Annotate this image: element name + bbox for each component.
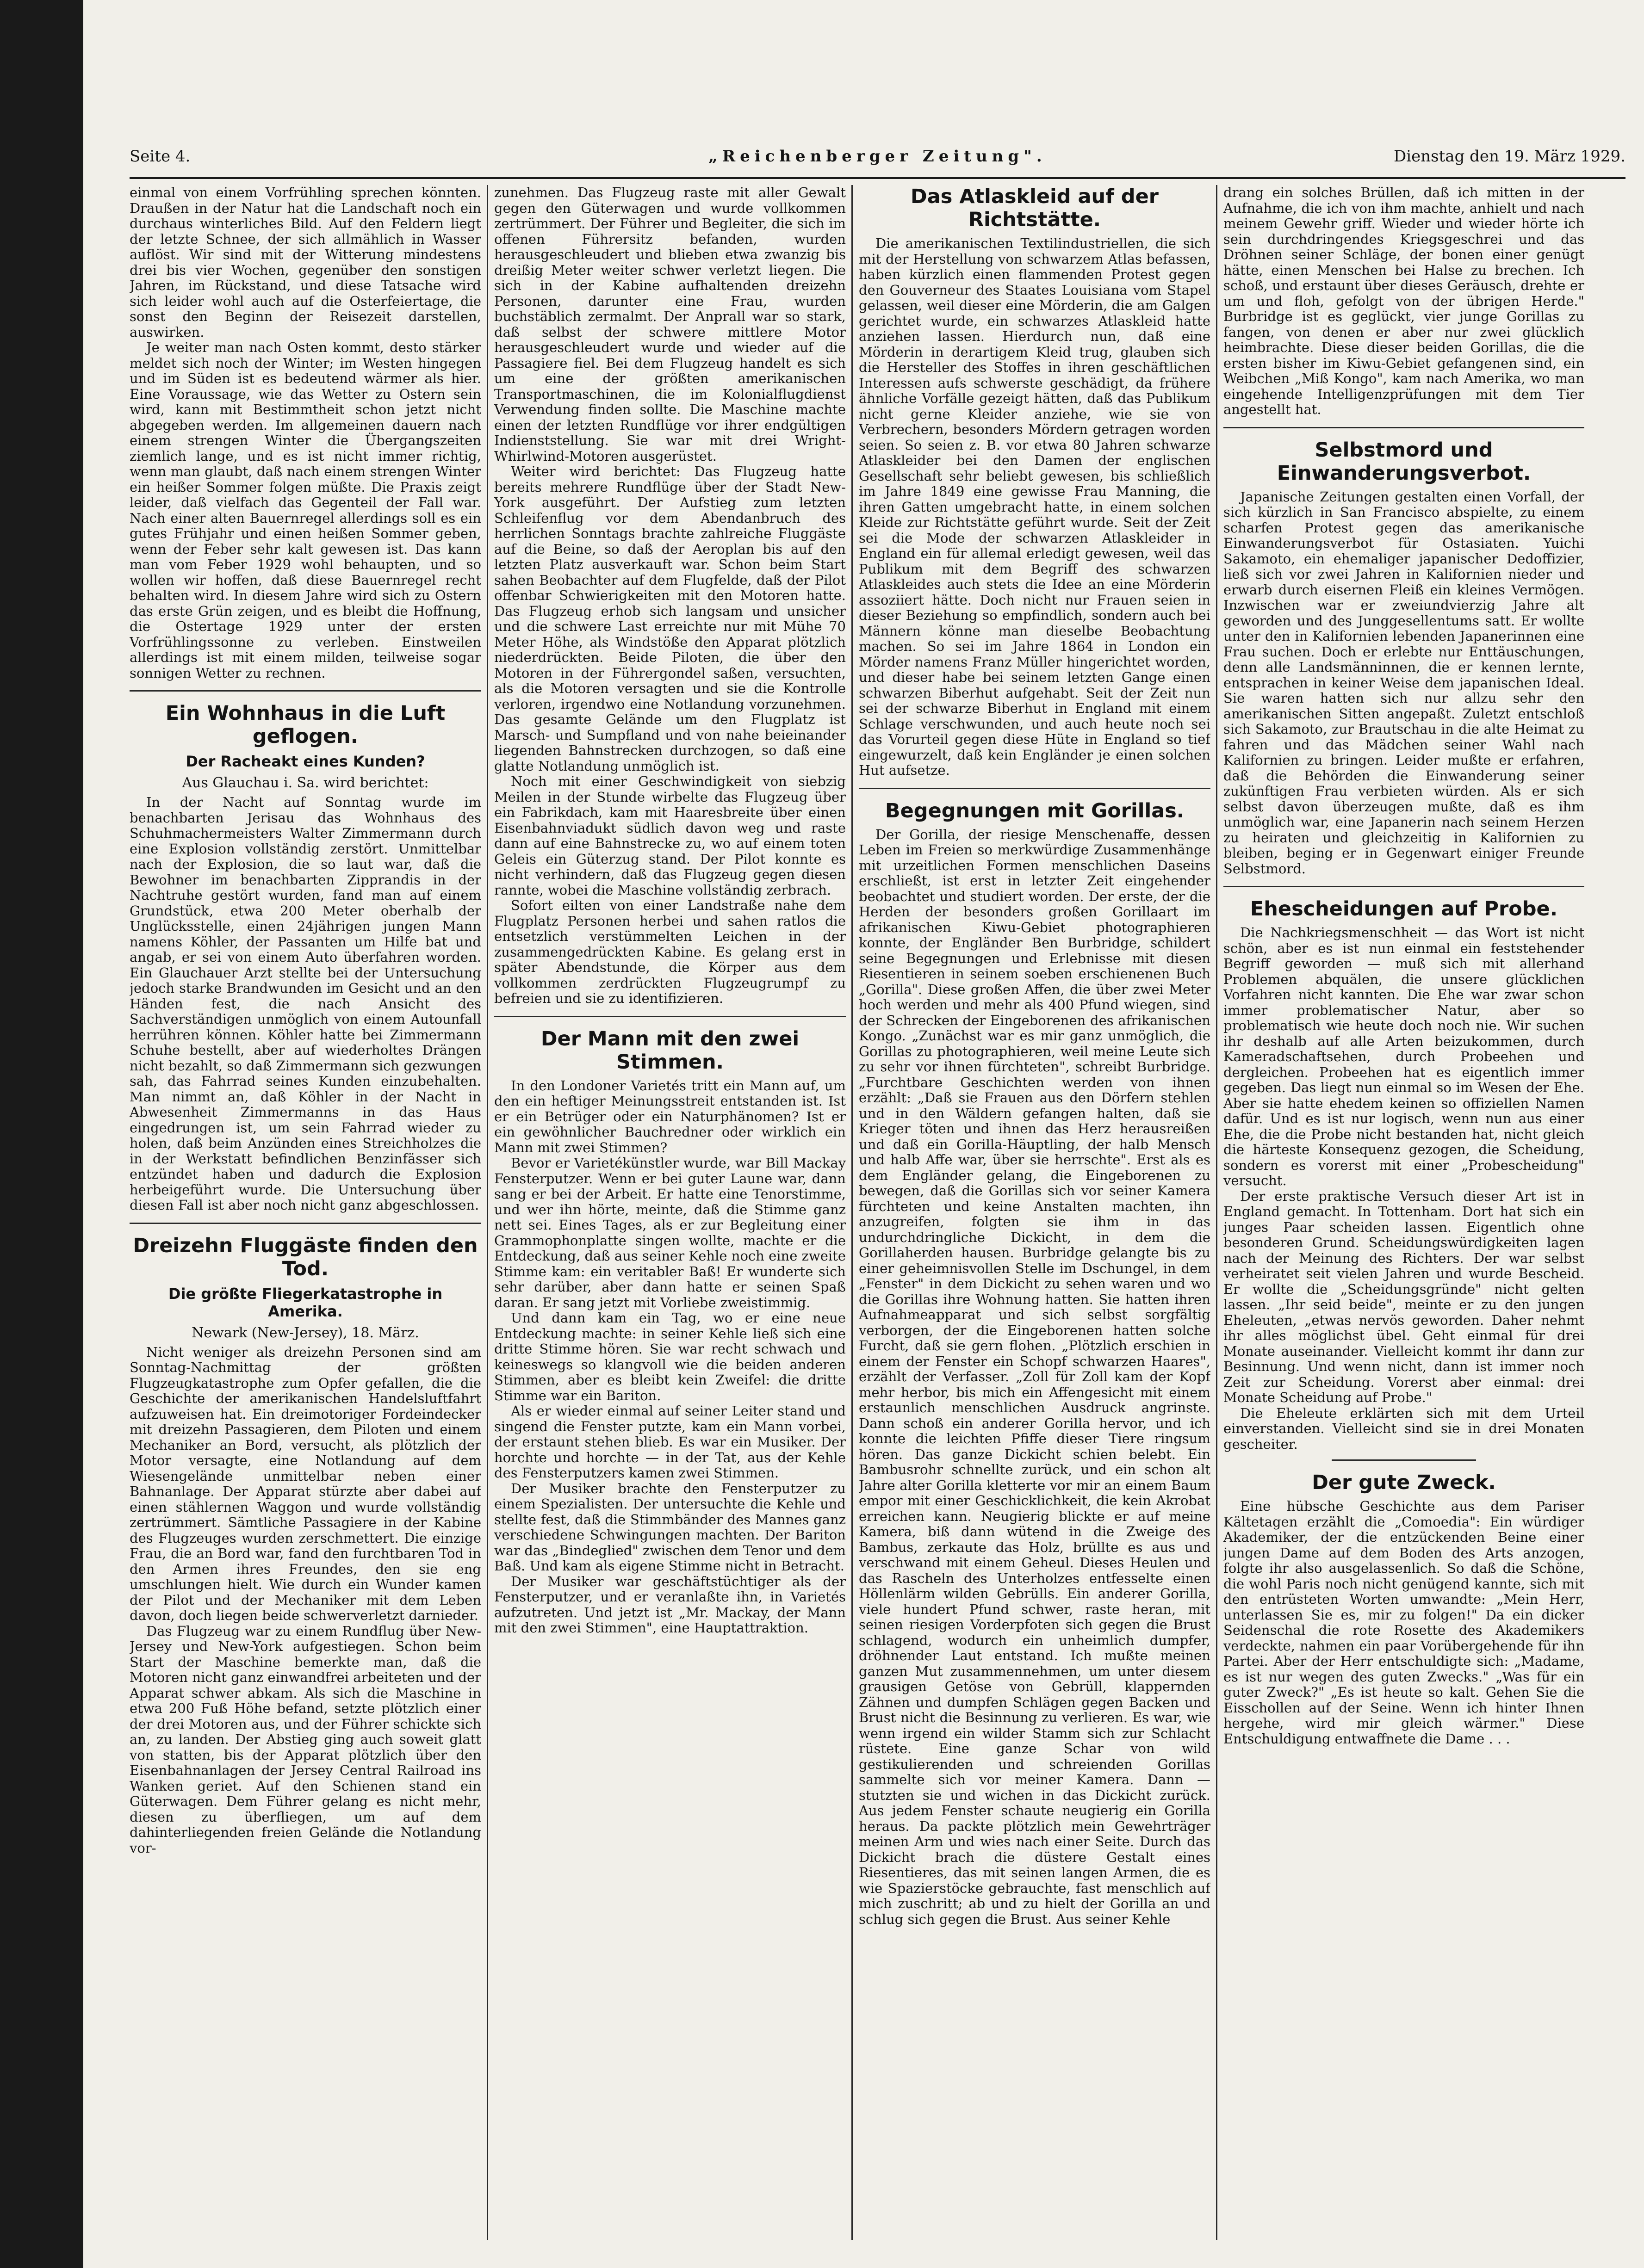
newspaper-title: „Reichenberger Zeitung". — [708, 147, 1047, 166]
article-headline: Ein Wohnhaus in die Luft geflogen. — [165, 702, 446, 748]
article-text: Der Gorilla, der riesige Menschenaffe, dessen Leben im Freien so merkwürdige Zusammenhänge mit urzeitlichen Formen menschlichen Daseins erschließt, ist erst in letzter Zeit eingehender beobachtet und studiert worden. Der erste, der die Herden der besonders großen Gorillaart im afrikanischen Kiwu-Gebiet photographieren konnte, der Engländer Ben Burbridge, schildert seine Begegnungen und Erlebnisse mit diesen Riesentieren in seinem soeben erschienenen Buch „Gorilla". Diese großen Affen, die über zwei Meter hoch werden und mehr als 400 Pfund wiegen, sind der Schrecken der Eingeborenen des afrikanischen Kongo. „Zunächst war es mir ganz unmöglich, die Gorillas zu photographieren, weil meine Leute sich zu sehr vor ihnen fürchteten", schreibt Burbridge. „Furchtbare Geschichten werden von ihnen erzählt: „Daß sie Frauen aus den Dörfern stehlen und in den Wäldern gefangen halten, daß sie Krieger töten und ihnen das Herz herausreißen und daß ein Gorilla-Häuptling, der halb Mensch und halb Affe war, über sie herrschte". Erst als es dem Engländer gelang, die Eingeborenen zu bewegen, daß die Gorillas sich vor seiner Kamera fürchteten und keine Anstalten machten, ihn anzugreifen, folgten sie ihm in das undurchdringliche Dickicht, in dem die Gorillaherden hausen. Burbridge gelangte bis zu einer geheimnisvollen Stelle im Dschungel, in dem „Fenster" in dem Dickicht zu sehen waren und wo die Gorillas ihre Wohnung hatten. Sie hatten ihren Aufnahmeapparat und sich selbst sorgfältig verborgen, der die Eingeborenen hatten solche Furcht, daß sie gern flohen. „Plötzlich erschien in einem der Fenster ein Schopf schwarzen Haares", erzählt der Verfasser. „Zoll für Zoll kam der Kopf mehr herbor, bis mich ein Affengesicht mit einem erstaunlich menschlichen Ausdruck angrinste. Dann schoß ein anderer Gorilla hervor, und ich konnte die leichten Pfiffe dieser Tiere ringsum hören. Das ganze Dickicht schien belebt. Ein Bambusrohr schnellte zurück, und ein schon alt Jahre alter Gorilla kletterte vor mir an einem Baum empor mit einer Geschicklichkeit, die kein Akrobat erreichen kann. Neugierig blickte er auf meine Kamera, biß dann wütend in die Zweige des Bambus, zerkaute das Holz, brüllte es aus und verschwand mit einem Geheul. Dieses Heulen und das Rascheln des Unterholzes entfesselte einen Höllenlärm wilden Gebrülls. Ein anderer Gorilla, viele hundert Pfund schwer, raste heran, mit seinen riesigen Vorderpfoten sich gegen die Brust schlagend, wodurch ein unheimlich dumpfer, dröhnender Laut entstand. Ich mußte meinen ganzen Mut zusammennehmen, um unter diesem grausigen Getöse von Gebrüll, klappernden Zähnen und dumpfen Schlägen gegen Backen und Brust nicht die Besinnung zu verlieren. Es war, wie wenn irgend ein wilder Stamm sich zur Schlacht rüstete. Eine ganze Schar von wild gestikulierenden und schreienden Gorillas sammelte sich vor meiner Kamera. Dann — stutzten sie und wichen in das Dickicht zurück. Aus jedem Fenster schaute neugierig ein Gorilla heraus. Da packte plötzlich mein Gewehrträger meinen Arm und wies nach einer Seite. Durch das Dickicht brach die düstere Gestalt eines Riesentieres, das mit seinen langen Armen, die es wie Spazierstöcke gebrauchte, fast menschlich auf mich zuschritt; ab und zu hielt der Gorilla an und schlug sich gegen die Brust. Aus seiner Kehle — [859, 826, 1210, 1927]
article-headline: Dreizehn Fluggäste finden den Tod. — [133, 1234, 478, 1280]
article-text: Die amerikanischen Textilindustriellen, die sich mit der Herstellung von schwarzem Atlas befassen, haben kürzlich einen flammenden Protest gegen den Gouverneur des Staates Louisiana vom Stapel gelassen, weil dieser eine Mörderin, die am Galgen gerichtet wurde, ein schwarzes Atlaskleid hatte anziehen lassen. Hierdurch nun, daß eine Mörderin in derartigem Kleid trug, glauben sich die Hersteller des Stoffes in ihren geschäftlichen Interessen aufs schwerste geschädigt, da frühere ähnliche Vorfälle gezeigt hätten, daß das Publikum nicht gerne Kleider anziehe, wie sie von Verbrechern, besonders Mördern getragen worden seien. So seien z. B. vor etwa 80 Jahren schwarze Atlaskleider bei den Damen der englischen Gesellschaft sehr beliebt gewesen, bis schließlich im Jahre 1849 eine gewisse Frau Manning, die ihren Gatten umgebracht hatte, in einem solchen Kleide zur Richtstätte geführt wurde. Seit der Zeit sei die Mode der schwarzen Atlaskleider in England ein für allemal erledigt gewesen, weil das Publikum mit dem Begriff des schwarzen Atlaskleides auch stets die Idee an eine Mörderin assoziiert hätte. Doch nicht nur Frauen seien in dieser Beziehung so empfindlich, sondern auch bei Männern könne man dieselbe Beobachtung machen. So sei im Jahre 1864 in London ein Mörder namens Franz Müller hingerichtet worden, und dieser habe bei seinem letzten Gange einen schwarzen Biberhut aufgehabt. Seit der Zeit nun sei der schwarze Biberhut in England mit einem Schlage verschwunden, und auch heute noch sei das Vorurteil gegen diese Hüte in England so tief eingewurzelt, daß kein Engländer je einen solchen Hut aufsetze. — [859, 235, 1210, 778]
article-text: Eine hübsche Geschichte aus dem Pariser Kältetagen erzählt die „Comoedia": Ein würdiger Akademiker, der die entzückenden Beine einer jungen Dame auf dem Boden des Arts anzogen, folgte ihr also ausgelassenlich. So daß die Schöne, die wohl Paris noch nicht genügend kannte, sich mit den entrüsteten Worten umwandte: „Mein Herr, unterlassen Sie es, mir zu folgen!" Da ein dicker Seidenschal die rote Rosette des Akademikers verdeckte, nahmen ein paar Vorübergehende für ihn Partei. Aber der Herr entschuldigte sich: „Madame, es ist nur wegen des guten Zwecks." „Was für ein guter Zweck?" „Es ist heute so kalt. Gehen Sie die Eisschollen auf der Seine. Wenn ich hinter Ihnen hergehe, wird mir gleich wärmer." Diese Entschuldigung entwaffnete die Dame . . . — [1223, 1498, 1584, 1747]
article-text: einmal von einem Vorfrühling sprechen könnten. Draußen in der Natur hat die Landschaft noch ein durchaus winterliches Bild. Auf den Feldern liegt der letzte Schnee, der sich allmählich in Wasser auflöst. Wir sind mit der Witterung mindestens drei bis vier Wochen, gegenüber den sonstigen Jahren, im Rückstand, und diese Tatsache wird sich leider wohl auch auf die Osterfeiertage, die sonst den Beginn der Reisezeit darstellen, auswirken. — [130, 185, 481, 340]
article-text: Die Nachkriegsmenschheit — das Wort ist nicht schön, aber es ist nun einmal ein feststehender Begriff geworden — muß sich mit allerhand Problemen abquälen, die unsere glücklichen Vorfahren nicht kannten. Die Ehe war zwar schon immer problematischer Natur, aber so problematisch wie heute doch noch nie. Wir suchen ihr deshalb auf alle Arten beizukommen, durch Kameradschaftsehen, durch Probeehen und dergleichen. Probeehen hat es eigentlich immer gegeben. Das liegt nun einmal so im Wesen der Ehe. Aber sie hatte ehedem keinen so offiziellen Namen dafür. Und es ist nur logisch, wenn nun aus einer Ehe, die die Probe nicht bestanden hat, nicht gleich die härteste Konsequenz gezogen, die Scheidung, sondern es vorerst mit einer „Probescheidung" versucht. — [1223, 925, 1584, 1188]
column-3 — [859, 185, 1210, 2240]
column-rule — [1216, 185, 1217, 2240]
article-text: drang ein solches Brüllen, daß ich mitten in der Aufnahme, die ich von ihm machte, anhielt und nach meinem Gewehr griff. Wieder und wieder hörte ich sein durchdringendes Kriegsgeschrei und das Dröhnen seiner Schläge, der bonen einer genügt hätte, einen Menschen bei Halse zu brechen. Ich schoß, und erstaunt über dieses Geräusch, drehte er um und floh, gefolgt von der übrigen Herde." Burbridge ist es geglückt, vier junge Gorillas zu fangen, von denen er aber nur zwei glücklich heimbrachte. Diese dieser beiden Gorillas, die die ersten bisher im Kiwu-Gebiet gefangenen sind, ein Weibchen „Miß Kongo", kam nach Amerika, wo man eingehende Intelligenzprüfungen mit dem Tier angestellt hat. — [1223, 185, 1584, 417]
article-headline: Ehescheidungen auf Probe. — [1250, 897, 1558, 921]
article-separator — [1332, 1459, 1476, 1461]
article-text: zunehmen. Das Flugzeug raste mit aller Gewalt gegen den Güterwagen und wurde vollkommen zertrümmert. Der Führer und Begleiter, die sich im offenen Führersitz befanden, wurden herausgeschleudert und blieben etwa zwanzig bis dreißig Meter weiter schwer verletzt liegen. Die sich in der Kabine aufhaltenden dreizehn Personen, darunter eine Frau, wurden buchstäblich zermalmt. Der Anprall war so stark, daß selbst der schwere mittlere Motor herausgeschleudert wurde und wieder auf die Passagiere fiel. Bei dem Flugzeug handelt es sich um eine der größten amerikanischen Transportmaschinen, die im Kolonialflugdienst Verwendung finden sollte. Die Maschine machte einen der letzten Rundflüge vor ihrer endgültigen Indienststellung. Sie war mit drei Wright-Whirlwind-Motoren ausgerüstet. — [494, 185, 846, 464]
article-separator — [859, 788, 1210, 789]
article-separator — [1223, 886, 1584, 887]
article-text: Weiter wird berichtet: Das Flugzeug hatte bereits mehrere Rundflüge über der Stadt New-York ausgeführt. Der Aufstieg zum letzten Schleifenflug vor dem Abendanbruch des herrlichen Sonntags brachte zahlreiche Fluggäste auf die Beine, so daß der Aeroplan bis auf den letzten Platz ausverkauft war. Schon beim Start sahen Beobachter auf dem Flugfelde, daß der Pilot offenbar Schwierigkeiten mit den Motoren hatte. Das Flugzeug erhob sich langsam und unsicher und die schwere Last erreichte nur mit Mühe 70 Meter Höhe, als Windstöße den Apparat plötzlich niederdrückten. Beide Piloten, die über den Motoren in der Führergondel saßen, versuchten, als die Motoren versagten und sie die Kontrolle verloren, irgendwo eine Notlandung vorzunehmen. Das gesamte Gelände um den Flugplatz ist Marsch- und Sumpfland und von nahe beieinander liegenden Bahnstrecken durchzogen, so daß eine glatte Notlandung unmöglich ist. — [494, 463, 846, 774]
article-text: Nicht weniger als dreizehn Personen sind am Sonntag-Nachmittag der größten Flugzeugkatastrophe zum Opfer gefallen, die die Geschichte der amerikanischen Handelsluftfahrt aufzuweisen hat. Ein dreimotoriger Fordeindecker mit dreizehn Passagieren, dem Piloten und einem Mechaniker an Bord, versucht, als plötzlich der Motor versagte, eine Notlandung auf dem Wiesengelände unmittelbar neben einer Bahnanlage. Der Apparat stürzte aber dabei auf einen stählernen Waggon und wurde vollständig zertrümmert. Sämtliche Passagiere in der Kabine des Flugzeuges wurden zerschmettert. Die einzige Frau, die an Bord war, fand den furchtbaren Tod in den Armen ihres Freundes, den sie eng umschlungen hielt. Wie durch ein Wunder kamen der Pilot und der Mechaniker mit dem Leben davon, doch liegen beide schwerverletzt darnieder. — [130, 1344, 481, 1623]
article-headline: Das Atlaskleid auf der Richtstätte. — [911, 185, 1159, 231]
dateline: Newark (New-Jersey), 18. März. — [192, 1324, 419, 1341]
article-text: Als er wieder einmal auf seiner Leiter stand und singend die Fenster putzte, kam ein Mann vorbei, der erstaunt stehen blieb. Es war ein Musiker. Der horchte und horchte — in der Tat, aus der Kehle des Fensterputzers kamen zwei Stimmen. — [494, 1403, 846, 1481]
page-header — [130, 147, 1625, 175]
article-text: Je weiter man nach Osten kommt, desto stärker meldet sich noch der Winter; im Westen hingegen und im Süden ist es bedeutend wärmer als hier. Eine Voraussage, wie das Wetter zu Ostern sein wird, kann mit Bestimmtheit schon jetzt nicht abgegeben werden. Im allgemeinen dauern nach einem strengen Winter die Übergangszeiten ziemlich lange, und es ist nicht immer richtig, wenn man glaubt, daß nach einem strengen Winter ein heißer Sommer folgen müßte. Die Praxis zeigt leider, daß vielfach das Gegenteil der Fall war. Nach einer alten Bauernregel allerdings soll es ein gutes Frühjahr und einen heißen Sommer geben, wenn der Feber sehr kalt gewesen ist. Das kann man vom Feber 1929 wohl behaupten, und so wollen wir hoffen, daß diese Bauernregel recht behalten wird. In diesem Jahre wird sich zu Ostern das erste Grün zeigen, und es bleibt die Hoffnung, die Ostertage 1929 unter der ersten Vorfrühlingssonne zu verleben. Einstweilen allerdings ist mit einem milden, teilweise sogar sonnigen Wetter zu rechnen. — [130, 340, 481, 681]
article-text: Japanische Zeitungen gestalten einen Vorfall, der sich kürzlich in San Francisco abspielte, zu einem scharfen Protest gegen das amerikanische Einwanderungsverbot für Ostasiaten. Yuichi Sakamoto, ein ehemaliger japanischer Dedoffizier, ließ sich vor zwei Jahren in Kalifornien nieder und erwarb durch eisernen Fleiß ein kleines Vermögen. Inzwischen war er zweiundvierzig Jahre alt geworden und des Junggesellentums satt. Er wollte unter den in Kalifornien lebenden Japanerinnen eine Frau suchen. Doch er erlebte nur Enttäuschungen, denn alle Landsmänninnen, die er kennen lernte, entsprachen in keiner Weise dem japanischen Ideal. Sie waren hatten sich nur allzu sehr den amerikanischen Sitten angepaßt. Zuletzt entschloß sich Sakamoto, zur Brautschau in die alte Heimat zu fahren und das Mädchen seiner Wahl nach Kalifornien zu bringen. Leider mußte er erfahren, daß die Behörden die Einwanderung seiner zukünftigen Frau verbieten würden. Als er sich selbst davon überzeugen mußte, daß es ihm unmöglich war, eine Japanerin nach seinem Herzen zu heiraten und gleichzeitig in Kalifornien zu bleiben, beging er in Gegenwart einiger Freunde Selbstmord. — [1223, 488, 1584, 877]
article-separator — [494, 1016, 846, 1017]
column-1 — [130, 185, 481, 2240]
article-headline: Begegnungen mit Gorillas. — [885, 799, 1185, 822]
article-subheadline: Der Racheakt eines Kunden? — [186, 753, 425, 770]
header-rule — [130, 177, 1625, 179]
column-2 — [494, 185, 846, 2240]
article-text: In den Londoner Varietés tritt ein Mann auf, um den ein heftiger Meinungsstreit entstanden ist. Ist er ein Betrüger oder ein Naturphänomen? Ist er ein gewöhnlicher Bauchredner oder wirklich ein Mann mit zwei Stimmen? — [494, 1077, 846, 1156]
newspaper-page — [83, 0, 1644, 2268]
article-headline: Der gute Zweck. — [1312, 1471, 1496, 1494]
dateline: Aus Glauchau i. Sa. wird berichtet: — [182, 775, 429, 791]
article-separator — [130, 690, 481, 692]
article-text: Noch mit einer Geschwindigkeit von siebzig Meilen in der Stunde wirbelte das Flugzeug über ein Fabrikdach, kam mit Haaresbreite über einen Eisenbahnviadukt südlich davon weg und raste dann auf eine Bahnstrecke zu, wo auf einem toten Geleis ein Güterzug stand. Der Pilot konnte es nicht verhindern, daß das Flugzeug gegen diesen rannte, wobei die Maschine vollständig zerbrach. — [494, 773, 846, 898]
article-text: Das Flugzeug war zu einem Rundflug über New-Jersey und New-York aufgestiegen. Schon beim Start der Maschine bemerkte man, daß die Motoren nicht ganz einwandfrei arbeiteten und der Apparat schwer abkam. Als sich die Maschine in etwa 200 Fuß Höhe befand, setzte plötzlich einer der drei Motoren aus, und der Führer schickte sich an, zu landen. Der Abstieg ging auch soweit glatt von statten, bis der Apparat plötzlich über den Eisenbahnanlagen der Jersey Central Railroad ins Wanken geriet. Auf den Schienen stand ein Güterwagen. Dem Führer gelang es nicht mehr, diesen zu überfliegen, um auf dem dahinterliegenden freien Gelände die Notlandung vor- — [130, 1623, 481, 1856]
issue-date: Dienstag den 19. März 1929. — [1394, 147, 1625, 166]
article-text: Der erste praktische Versuch dieser Art ist in England gemacht. In Tottenham. Dort hat sich ein junges Paar scheiden lassen. Eigentlich ohne besonderen Grund. Scheidungswürdigkeiten lagen nach der Meinung des Richters. Der war selbst verheiratet seit vielen Jahren und wurde Bescheid. Er wollte die „Scheidungsgründe" nicht gelten lassen. „Ihr seid beide", meinte er zu den jungen Eheleuten, „etwas nervös geworden. Daher nehmt ihr alles möglichst übel. Geht einmal für drei Monate auseinander. Vielleicht kommt ihr dann zur Besinnung. Und wenn nicht, dann ist immer noch Zeit zur Scheidung. Vorerst aber einmal: drei Monate Scheidung auf Probe." — [1223, 1188, 1584, 1405]
column-4 — [1223, 185, 1584, 2240]
column-rule — [851, 185, 853, 2240]
article-headline: Selbstmord und Einwanderungsverbot. — [1277, 438, 1531, 485]
article-text: Die Eheleute erklärten sich mit dem Urteil einverstanden. Vielleicht sind sie in drei Monaten gescheiter. — [1223, 1405, 1584, 1452]
article-text: Der Musiker brachte den Fensterputzer zu einem Spezialisten. Der untersuchte die Kehle und stellte fest, daß die Stimmbänder des Mannes ganz verschiedene Schwingungen machten. Der Bariton war das „Bindeglied" zwischen dem Tenor und dem Baß. Und kam als eigene Stimme nicht in Betracht. — [494, 1480, 846, 1574]
article-separator — [130, 1223, 481, 1224]
article-headline: Der Mann mit den zwei Stimmen. — [540, 1027, 800, 1074]
article-text: Der Musiker war geschäftstüchtiger als der Fensterputzer, und er veranlaßte ihn, in Varietés aufzutreten. Und jetzt ist „Mr. Mackay, der Mann mit den zwei Stimmen", eine Hauptattraktion. — [494, 1573, 846, 1636]
article-text: In der Nacht auf Sonntag wurde im benachbarten Jerisau das Wohnhaus des Schuhmachermeisters Walter Zimmermann durch eine Explosion vollständig zerstört. Unmittelbar nach der Explosion, die so laut war, daß die Bewohner im benachbarten Zipprandis in der Nachtruhe gestört wurden, fand man auf einem Grundstück, etwa 200 Meter oberhalb der Unglücksstelle, einen 24jährigen jungen Mann namens Köhler, der Passanten um Hilfe bat und angab, er sei von einem Auto überfahren worden. Ein Glauchauer Arzt stellte bei der Untersuchung jedoch starke Brandwunden im Gesicht und an den Händen fest, die nach Ansicht des Sachverständigen unmöglich von einem Autounfall herrühren können. Köhler hatte bei Zimmermann Schuhe bestellt, aber auf wiederholtes Drängen nicht bezahlt, so daß Zimmermann sich gezwungen sah, das Fahrrad seines Kunden einzubehalten. Man nimmt an, daß Köhler in der Nacht in Abwesenheit Zimmermanns in das Haus eingedrungen ist, um sein Fahrrad wieder zu holen, daß beim Anzünden eines Streichholzes die in der Werkstatt befindlichen Benzinfässer sich entzündet haben und dadurch die Explosion herbeigeführt wurde. Die Untersuchung über diesen Fall ist aber noch nicht ganz abgeschlossen. — [130, 794, 481, 1213]
column-rule — [487, 185, 488, 2240]
page-number: Seite 4. — [130, 147, 191, 166]
article-separator — [1223, 427, 1584, 428]
article-text: Sofort eilten von einer Landstraße nahe dem Flugplatz Personen herbei und sahen ratlos die entsetzlich verstümmelten Leichen in der zusammengedrückten Kabine. Es gelang erst in später Abendstunde, die Körper aus dem vollkommen zerdrückten Flugzeugrumpf zu befreien und sie zu identifizieren. — [494, 897, 846, 1006]
article-text: Bevor er Varietékünstler wurde, war Bill Mackay Fensterputzer. Wenn er bei guter Laune war, dann sang er bei der Arbeit. Er hatte eine Tenorstimme, und wer ihn hörte, meinte, daß die Stimme ganz nett sei. Eines Tages, als er zur Begleitung einer Grammophonplatte singen wollte, machte er die Entdeckung, daß aus seiner Kehle noch eine zweite Stimme kam: ein veritabler Baß! Er wunderte sich sehr darüber, aber dann hatte er seinen Spaß daran. Er sang jetzt mit Vorliebe zweistimmig. — [494, 1155, 846, 1310]
article-text: Und dann kam ein Tag, wo er eine neue Entdeckung machte: in seiner Kehle ließ sich eine dritte Stimme hören. Sie war recht schwach und keineswegs so klangvoll wie die beiden anderen Stimmen, aber es bleibt kein Zweifel: die dritte Stimme war ein Bariton. — [494, 1310, 846, 1403]
article-subheadline: Die größte Fliegerkatastrophe in Amerika. — [168, 1285, 443, 1320]
